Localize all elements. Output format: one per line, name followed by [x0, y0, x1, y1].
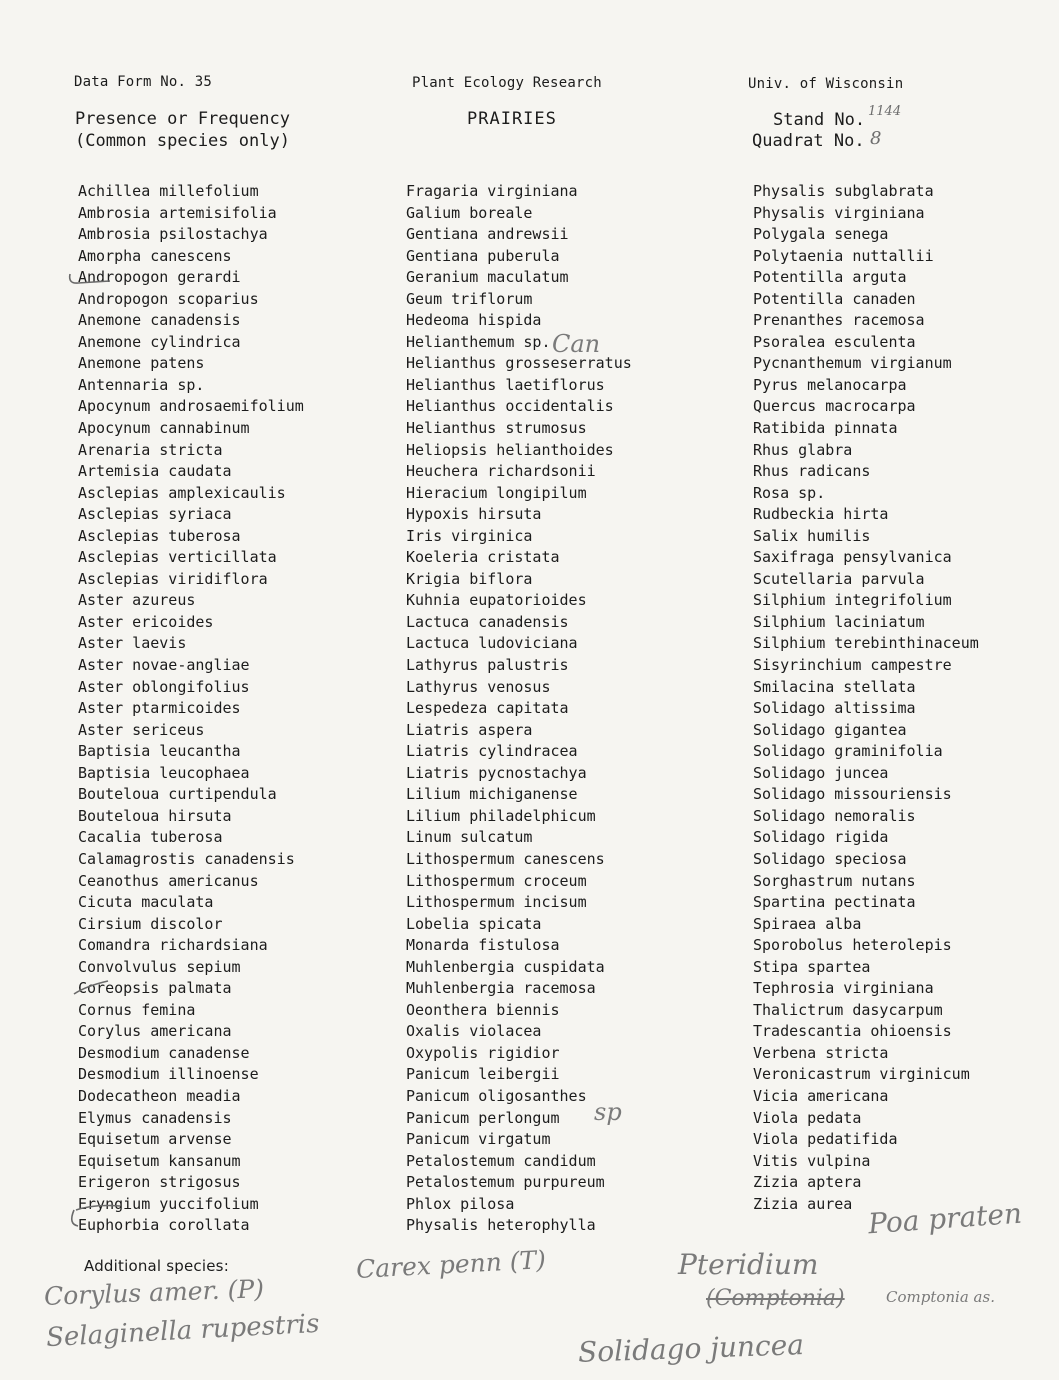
species-entry: Achillea millefolium [78, 182, 259, 200]
species-entry: Pycnanthemum virgianum [753, 354, 952, 373]
check-mark-coreopsis [72, 978, 112, 998]
species-entry: Scutellaria parvula [753, 569, 925, 588]
species-entry: Equisetum arvense [78, 1130, 232, 1149]
additional-species-label: Additional species: [84, 1257, 229, 1275]
species-entry: Zizia aurea [753, 1194, 853, 1213]
species-entry: Sporobolus heterolepis [753, 936, 952, 955]
species-entry: Lilium michiganense [406, 785, 578, 804]
species-entry: Anemone cylindrica [78, 332, 241, 351]
species-entry: Helianthus grosseserratus [406, 354, 632, 373]
species-entry: Liatris cylindracea [406, 742, 578, 761]
species-entry: Veronicastrum virginicum [753, 1065, 970, 1084]
species-entry: Saxifraga pensylvanica [753, 548, 952, 567]
species-entry: Muhlenbergia cuspidata [406, 957, 605, 976]
stand-number-handwritten: 1144 [868, 104, 902, 119]
species-entry: Panicum oligosanthes [406, 1086, 587, 1105]
species-entry: Calamagrostis canadensis [78, 849, 295, 868]
species-entry: Apocynum androsaemifolium [78, 397, 304, 416]
species-entry: Hedeoma hispida [406, 311, 542, 330]
species-entry: Cacalia tuberosa [78, 828, 223, 847]
species-entry: Petalostemum candidum [406, 1151, 596, 1170]
species-entry: Silphium integrifolium [753, 591, 952, 610]
species-entry: Aster laevis [78, 634, 187, 653]
note-carex: Carex penn (T) [355, 1245, 547, 1284]
species-entry: Dodecatheon meadia [78, 1086, 241, 1105]
species-entry: Asclepias amplexicaulis [78, 483, 286, 502]
stand-label: Stand No. [773, 110, 866, 130]
species-entry: Euphorbia corollata [78, 1216, 250, 1235]
species-entry: Baptisia leucophaea [78, 763, 250, 782]
species-entry: Bouteloua hirsuta [78, 806, 232, 825]
species-entry: Pyrus melanocarpa [753, 375, 907, 394]
mode-line-2: (Common species only) [75, 131, 290, 151]
species-entry: Koeleria cristata [406, 548, 560, 567]
mode-line-1: Presence or Frequency [75, 109, 290, 129]
species-entry: Equisetum kansanum [78, 1151, 241, 1170]
species-entry: Solidago graminifolia [753, 742, 943, 761]
species-entry: Silphium terebinthinaceum [753, 634, 979, 653]
species-entry: Eryngium yuccifolium [78, 1194, 259, 1213]
species-entry: Cornus femina [78, 1000, 196, 1019]
note-poa: Poa praten [867, 1196, 1023, 1241]
university-name: Univ. of Wisconsin [748, 76, 904, 92]
species-entry: Helianthemum sp. [406, 332, 551, 351]
species-entry: Desmodium illinoense [78, 1065, 259, 1084]
species-entry: Lactuca canadensis [406, 612, 569, 631]
species-entry: Asclepias syriaca [78, 505, 232, 524]
species-entry: Tephrosia virginiana [753, 979, 934, 998]
species-entry: Lespedeza capitata [406, 699, 569, 718]
species-entry: Asclepias tuberosa [78, 526, 241, 545]
species-entry: Lithospermum canescens [406, 849, 605, 868]
species-entry: Oxalis violacea [406, 1022, 542, 1041]
species-entry: Lathyrus venosus [406, 677, 551, 696]
species-entry: Helianthus strumosus [406, 419, 587, 438]
species-entry: Lobelia spicata [406, 914, 542, 933]
species-entry: Panicum virgatum [406, 1130, 551, 1149]
species-entry: Spiraea alba [753, 914, 862, 933]
species-entry: Helianthus laetiflorus [406, 375, 605, 394]
species-entry: Heuchera richardsonii [406, 462, 596, 481]
species-entry: Viola pedatifida [753, 1130, 898, 1149]
species-entry: Ceanothus americanus [78, 871, 259, 890]
species-entry: Asclepias verticillata [78, 548, 277, 567]
quadrat-number-handwritten: 8 [870, 128, 882, 149]
note-helianthemum: Can [552, 330, 601, 358]
page-title: PRAIRIES [467, 109, 557, 129]
species-entry: Zizia aptera [753, 1173, 862, 1192]
species-entry: Kuhnia eupatorioides [406, 591, 587, 610]
species-entry: Solidago nemoralis [753, 806, 916, 825]
species-entry: Oxypolis rigidior [406, 1043, 560, 1062]
species-entry: Apocynum cannabinum [78, 419, 250, 438]
species-entry: Andropogon gerardi [78, 268, 241, 287]
species-entry: Lilium philadelphicum [406, 806, 596, 825]
species-column-1 [78, 181, 304, 1237]
species-entry: Oeonthera biennis [406, 1000, 560, 1019]
species-entry: Aster novae-angliae [78, 656, 250, 675]
note-pteridium: Pteridium [678, 1248, 819, 1281]
species-entry: Heliopsis helianthoides [406, 440, 614, 459]
species-entry: Aster oblongifolius [78, 677, 250, 696]
species-entry: Physalis virginiana [753, 203, 925, 222]
species-entry: Anemone patens [78, 354, 205, 373]
species-entry: Smilacina stellata [753, 677, 916, 696]
species-entry: Solidago altissima [753, 699, 916, 718]
species-entry: Sisyrinchium campestre [753, 656, 952, 675]
species-entry: Gentiana puberula [406, 246, 560, 265]
species-entry: Quercus macrocarpa [753, 397, 916, 416]
note-panicum: sp [594, 1098, 622, 1126]
species-entry: Panicum leibergii [406, 1065, 560, 1084]
species-entry: Aster ericoides [78, 612, 214, 631]
species-entry: Anemone canadensis [78, 311, 241, 330]
species-entry: Amorpha canescens [78, 246, 232, 265]
species-entry: Ambrosia artemisifolia [78, 203, 277, 222]
species-entry: Lithospermum incisum [406, 893, 587, 912]
species-entry: Viola pedata [753, 1108, 862, 1127]
note-corylus: Corylus amer. (P) [43, 1274, 265, 1311]
species-entry: Comandra richardsiana [78, 936, 268, 955]
species-entry: Solidago gigantea [753, 720, 907, 739]
species-entry: Solidago missouriensis [753, 785, 952, 804]
quadrat-label: Quadrat No. [752, 131, 865, 151]
species-entry: Potentilla canaden [753, 289, 916, 308]
check-mark-andropogon [64, 268, 114, 290]
species-entry: Polygala senega [753, 225, 889, 244]
species-entry: Sorghastrum nutans [753, 871, 916, 890]
species-entry: Rhus glabra [753, 440, 853, 459]
species-entry: Ambrosia psilostachya [78, 225, 268, 244]
species-entry: Iris virginica [406, 526, 533, 545]
species-entry: Aster azureus [78, 591, 196, 610]
species-entry: Solidago rigida [753, 828, 889, 847]
note-comptonia-struck: (Comptonia) [706, 1286, 845, 1311]
species-entry: Lactuca ludoviciana [406, 634, 578, 653]
species-entry: Rosa sp. [753, 483, 826, 502]
species-entry: Prenanthes racemosa [753, 311, 925, 330]
species-entry: Panicum perlongum [406, 1108, 560, 1127]
species-entry: Coreopsis palmata [78, 979, 232, 998]
species-entry: Hypoxis hirsuta [406, 505, 542, 524]
species-entry: Hieracium longipilum [406, 483, 587, 502]
species-entry: Arenaria stricta [78, 440, 223, 459]
lab-name: Plant Ecology Research [412, 75, 602, 91]
species-entry: Andropogon scoparius [78, 289, 259, 308]
species-entry: Asclepias viridiflora [78, 569, 268, 588]
species-entry: Spartina pectinata [753, 893, 916, 912]
species-entry: Silphium laciniatum [753, 612, 925, 631]
species-entry: Solidago speciosa [753, 849, 907, 868]
species-entry: Rhus radicans [753, 462, 871, 481]
species-entry: Petalostemum purpureum [406, 1173, 605, 1192]
species-entry: Desmodium canadense [78, 1043, 250, 1062]
species-entry: Linum sulcatum [406, 828, 533, 847]
species-entry: Baptisia leucantha [78, 742, 241, 761]
species-entry: Tradescantia ohioensis [753, 1022, 952, 1041]
species-entry: Lithospermum croceum [406, 871, 587, 890]
species-entry: Thalictrum dasycarpum [753, 1000, 943, 1019]
species-entry: Phlox pilosa [406, 1194, 515, 1213]
species-entry: Geranium maculatum [406, 268, 569, 287]
species-entry: Aster ptarmicoides [78, 699, 241, 718]
species-entry: Elymus canadensis [78, 1108, 232, 1127]
form-number: Data Form No. 35 [74, 74, 213, 90]
species-entry: Muhlenbergia racemosa [406, 979, 596, 998]
species-column-3 [753, 181, 979, 1215]
species-entry: Liatris pycnostachya [406, 763, 587, 782]
species-entry: Liatris aspera [406, 720, 533, 739]
species-entry: Corylus americana [78, 1022, 232, 1041]
species-entry: Physalis subglabrata [753, 182, 934, 200]
note-selaginella: Selaginella rupestris [45, 1308, 321, 1354]
species-entry: Rudbeckia hirta [753, 505, 889, 524]
species-entry: Krigia biflora [406, 569, 533, 588]
species-entry: Vicia americana [753, 1086, 889, 1105]
species-entry: Bouteloua curtipendula [78, 785, 277, 804]
check-mark-euphorbia [64, 1200, 124, 1230]
species-entry: Monarda fistulosa [406, 936, 560, 955]
species-entry: Stipa spartea [753, 957, 871, 976]
species-entry: Vitis vulpina [753, 1151, 871, 1170]
species-entry: Salix humilis [753, 526, 871, 545]
species-entry: Solidago juncea [753, 763, 889, 782]
species-entry: Lathyrus palustris [406, 656, 569, 675]
note-solidago: Solidago juncea [577, 1328, 805, 1369]
species-entry: Cirsium discolor [78, 914, 223, 933]
species-entry: Fragaria virginiana [406, 182, 578, 200]
species-entry: Gentiana andrewsii [406, 225, 569, 244]
species-entry: Psoralea esculenta [753, 332, 916, 351]
species-entry: Physalis heterophylla [406, 1216, 596, 1235]
species-entry: Convolvulus sepium [78, 957, 241, 976]
species-entry: Artemisia caudata [78, 462, 232, 481]
species-entry: Aster sericeus [78, 720, 205, 739]
species-entry: Ratibida pinnata [753, 419, 898, 438]
species-entry: Polytaenia nuttallii [753, 246, 934, 265]
species-entry: Antennaria sp. [78, 375, 205, 394]
species-entry: Erigeron strigosus [78, 1173, 241, 1192]
note-comptonia: Comptonia as. [886, 1288, 995, 1306]
species-entry: Galium boreale [406, 203, 533, 222]
species-entry: Potentilla arguta [753, 268, 907, 287]
species-entry: Cicuta maculata [78, 893, 214, 912]
species-entry: Verbena stricta [753, 1043, 889, 1062]
species-entry: Helianthus occidentalis [406, 397, 614, 416]
species-entry: Geum triflorum [406, 289, 533, 308]
